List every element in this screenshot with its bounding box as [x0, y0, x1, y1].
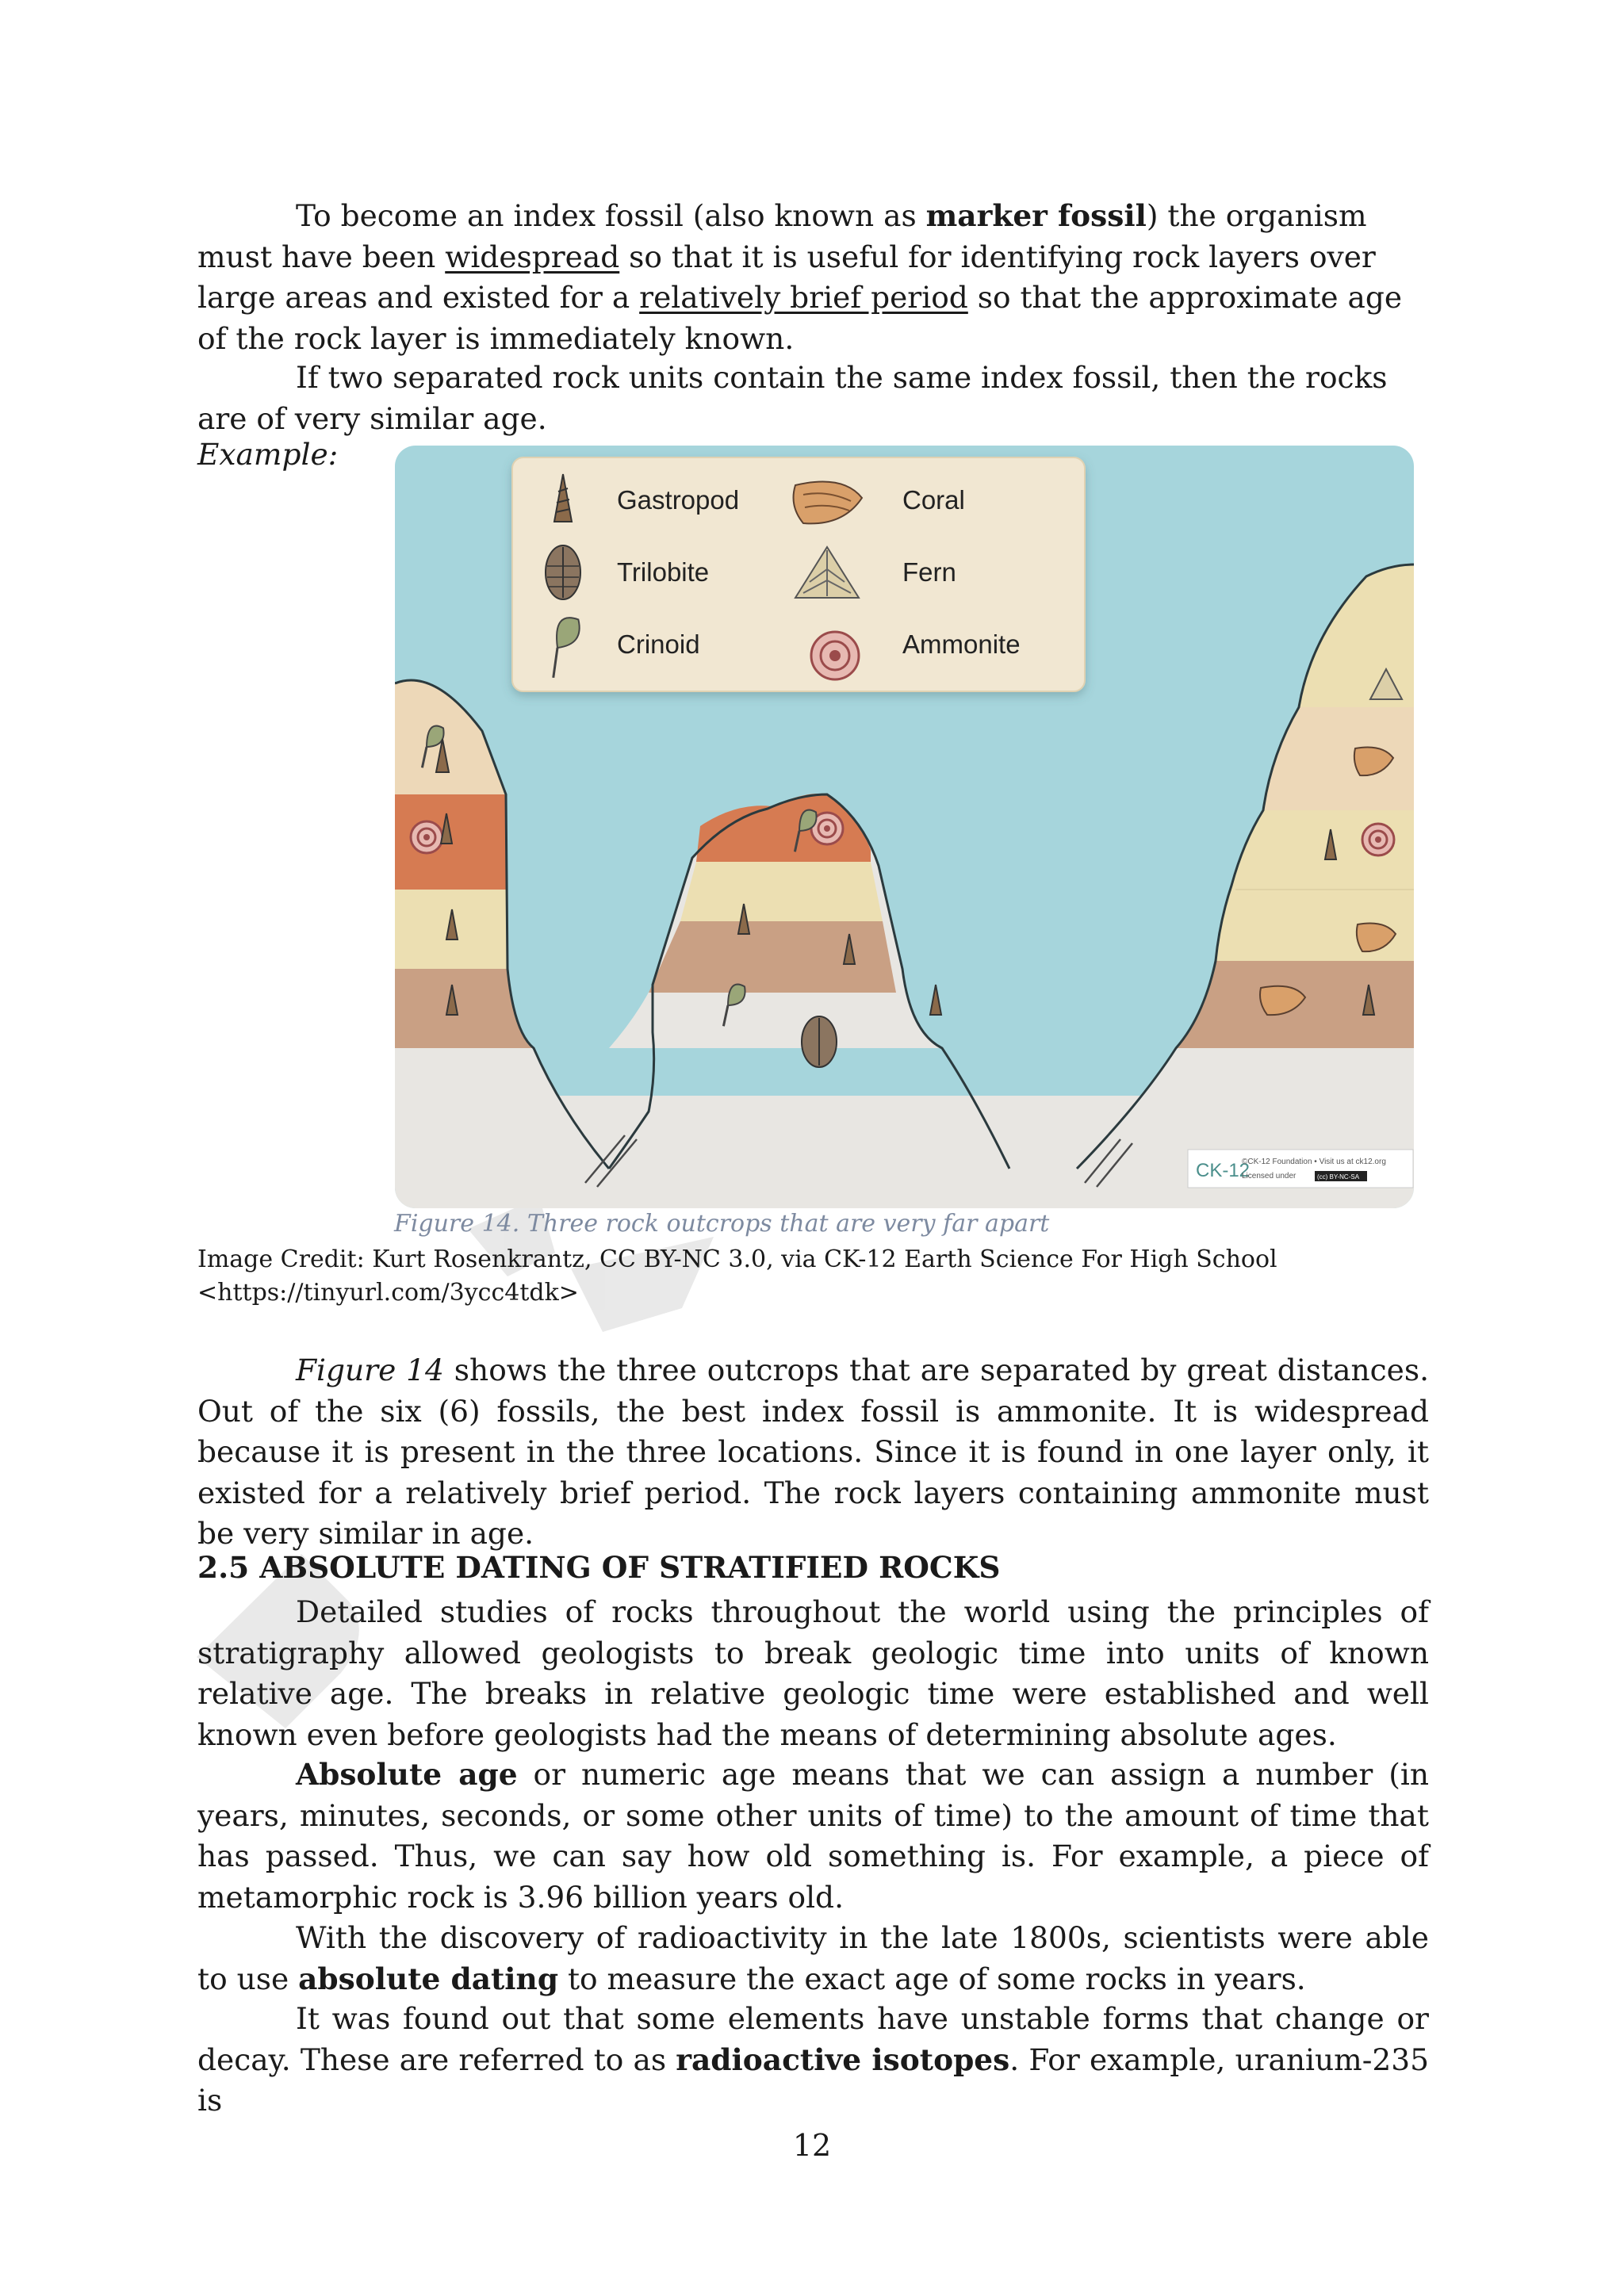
text-span: With the discovery of radioactivity in the late 1800s, scientists were able to use	[197, 1920, 1429, 1996]
page-number: 12	[792, 2128, 832, 2163]
legend-label-trilobite: Trilobite	[617, 557, 710, 587]
credit-line-1: Image Credit: Kurt Rosenkrantz, CC BY-NC 3.0, via CK-12 Earth Science For High School	[197, 1246, 1277, 1273]
intro-paragraph-1	[197, 196, 1429, 359]
image-credit	[197, 1243, 1434, 1310]
section-paragraph-3	[197, 1918, 1429, 1999]
section-paragraph-1: Detailed studies of rocks throughout the world using the principles of stratigraphy allowed geologists to break geologic time into units of known relative age. The breaks in relative geologic time were established and well known even before geologists had the means of determining absolute ages.	[197, 1594, 1429, 1752]
legend-label-gastropod: Gastropod	[617, 485, 740, 515]
term-radioactive-isotopes: radioactive isotopes	[676, 2042, 1010, 2077]
figure-caption: Figure 14. Three rock outcrops that are very far apart	[394, 1210, 1050, 1238]
text-span: so that the approximate age of the rock layer is immediately known.	[197, 280, 1403, 356]
trilobite-icon	[546, 545, 580, 599]
legend-label-fern: Fern	[902, 557, 956, 587]
example-label: Example:	[197, 437, 339, 472]
underlined-brief-period: relatively brief period	[639, 280, 968, 315]
intro-paragraph-2: If two separated rock units contain the same index fossil, then the rocks are of very similar age.	[197, 360, 1388, 436]
ammonite-icon	[1362, 824, 1394, 855]
term-marker-fossil: marker fossil	[925, 198, 1147, 233]
trilobite-icon	[802, 1016, 837, 1067]
ck12-line1: ©CK-12 Foundation • Visit us at ck12.org	[1242, 1158, 1386, 1166]
text-span: To become an index fossil (also known as	[296, 198, 926, 233]
ck12-logo: CK-12	[1196, 1160, 1251, 1181]
analysis-paragraph	[197, 1350, 1429, 1555]
text-span: It was found out that some elements have unstable forms that change or decay. These are referred to as	[197, 2001, 1429, 2077]
legend-label-crinoid: Crinoid	[617, 629, 700, 659]
text-span: to measure the exact age of some rocks in years.	[558, 1961, 1306, 1996]
underlined-widespread: widespread	[445, 239, 620, 274]
section-heading: 2.5 ABSOLUTE DATING OF STRATIFIED ROCKS	[197, 1550, 1001, 1585]
legend-label-coral: Coral	[902, 485, 965, 515]
term-absolute-dating: absolute dating	[298, 1961, 559, 1996]
ck12-line2: Licensed under	[1242, 1172, 1297, 1181]
text-span: ) the organism must have been	[197, 198, 1367, 274]
section-paragraph-4	[197, 1999, 1429, 2122]
credit-line-2: <https://tinyurl.com/3ycc4tdk>	[197, 1279, 579, 1307]
index-fossil-figure	[395, 446, 1414, 1208]
term-absolute-age: Absolute age	[296, 1757, 518, 1792]
ck12-license: (cc) BY-NC-SA	[1317, 1173, 1360, 1181]
text-span: or numeric age means that we can assign a number (in years, minutes, seconds, or some other units of time) to the amount of time that has passed. Thus, we can say how old something is. For example, a piece of metamorphic rock is 3.96 billion years old.	[197, 1757, 1429, 1915]
legend-label-ammonite: Ammonite	[902, 629, 1021, 659]
figure-reference: Figure 14	[296, 1353, 444, 1387]
ammonite-icon	[811, 632, 859, 679]
text-span: shows the three outcrops that are separated by great distances. Out of the six (6) fossils, the best index fossil is ammonite. It is widespread because it is present in the three locations. Since it is found in one layer only, it existed for a relatively brief period. The rock layers containing ammonite must be very similar in age.	[197, 1353, 1429, 1551]
ammonite-icon	[411, 821, 442, 853]
text-span: so that it is useful for identifying rock layers over large areas and existed for a	[197, 239, 1376, 315]
text-span: . For example, uranium-235 is	[197, 2042, 1429, 2118]
ck12-badge	[1188, 1150, 1413, 1188]
section-paragraph-2	[197, 1755, 1429, 1918]
